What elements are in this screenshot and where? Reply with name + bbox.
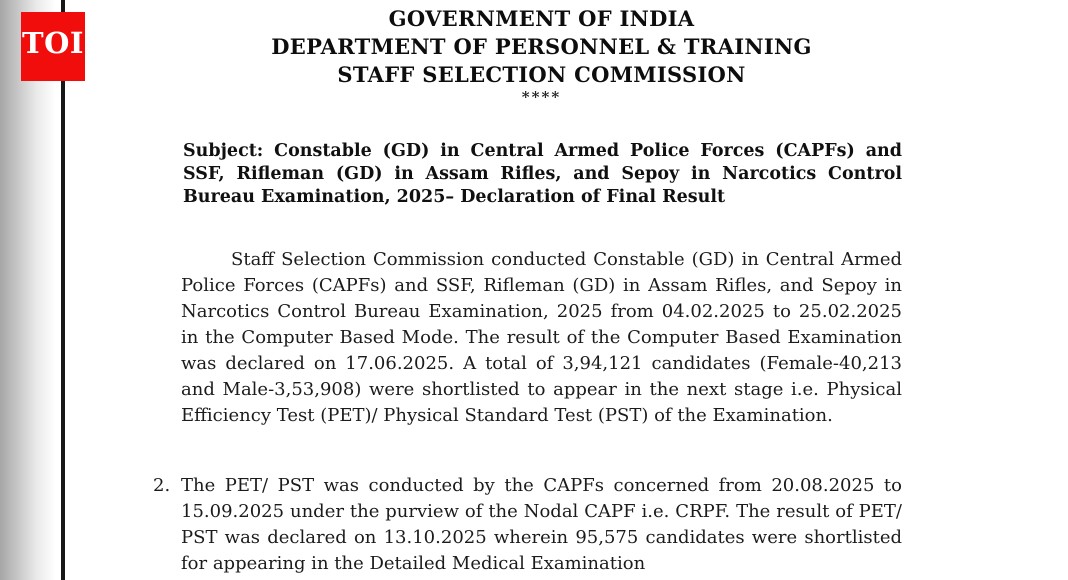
header-line-department: DEPARTMENT OF PERSONNEL & TRAINING <box>271 34 812 59</box>
header-line-commission: STAFF SELECTION COMMISSION <box>337 62 746 87</box>
toi-logo <box>21 12 85 81</box>
paragraph-2 <box>153 473 902 577</box>
paragraph-2-number: 2. <box>153 475 171 496</box>
subject-heading: Subject: Constable (GD) in Central Armed Police Forces (CAPFs) and SSF, Rifleman (GD) in Assam Rifles, and Sepoy in Narcotics Control Bureau Examination, 2025– Declaration of Final Result <box>183 141 902 207</box>
header-line-government: GOVERNMENT OF INDIA <box>388 6 695 31</box>
paragraph-1: Staff Selection Commission conducted Constable (GD) in Central Armed Police Forces (CAPFs) and SSF, Rifleman (GD) in Assam Rifles, and Sepoy in Narcotics Control Bureau Examination, 2025 from 04.02.2025 to 25.02.2025 in the Computer Based Mode. The result of the Computer Based Examination was declared on 17.06.2025. A total of 3,94,121 candidates (Female-40,213 and Male-3,53,908) were shortlisted to appear in the next stage i.e. Physical Efficiency Test (PET)/ Physical Standard Test (PST) of the Examination. <box>181 249 902 426</box>
document-header <box>181 5 902 89</box>
vertical-rule <box>61 0 65 580</box>
separator-stars: **** <box>521 88 562 106</box>
paragraph-2-text: The PET/ PST was conducted by the CAPFs concerned from 20.08.2025 to 15.09.2025 under the purview of the Nodal CAPF i.e. CRPF. The result of PET/ PST was declared on 13.10.2025 wherein 95,575 candidates were shortlisted for appearing in the Detailed Medical Examination <box>181 475 902 574</box>
page-edge-shadow <box>0 0 58 580</box>
toi-logo-text: TOI <box>22 25 84 60</box>
